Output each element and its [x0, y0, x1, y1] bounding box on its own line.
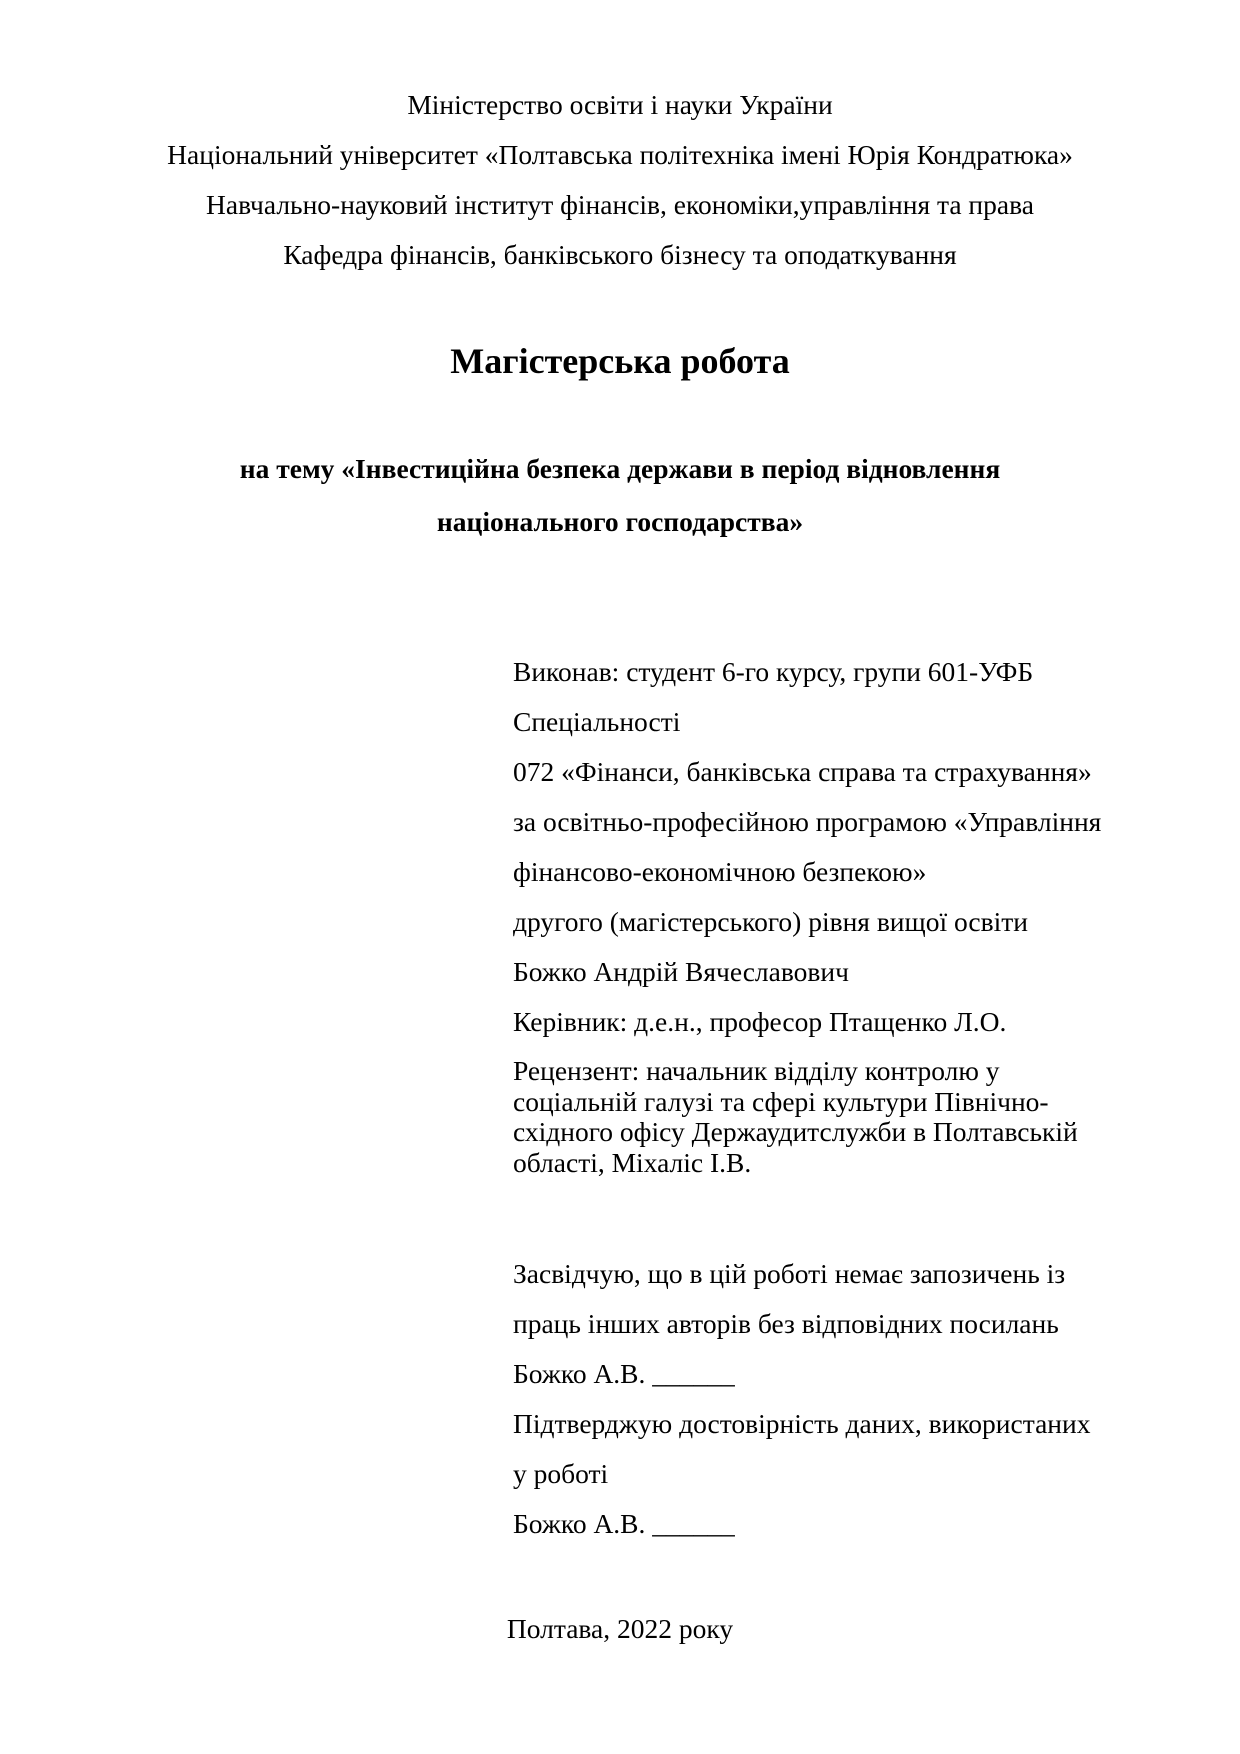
- data-confirmation-line-2: у роботі: [513, 1458, 609, 1489]
- supervisor: Керівник: д.е.н., професор Птащенко Л.О.: [513, 1006, 1007, 1037]
- education-level: другого (магістерського) рівня вищої освіти: [513, 906, 1028, 937]
- topic-line-1: на тему «Інвестиційна безпека держави в період відновлення: [239, 453, 1001, 484]
- university-name: Національний університет «Полтавська політехніка імені Юрія Кондратюка»: [167, 139, 1073, 170]
- reviewer-line: східного офісу Держаудитслужби в Полтавській: [513, 1116, 1078, 1147]
- signature-line-1: Божко А.В. ______: [513, 1358, 735, 1389]
- originality-statement-line-2: праць інших авторів без відповідних посилань: [513, 1308, 1059, 1339]
- data-confirmation-line-1: Підтверджую достовірність даних, використаних: [513, 1408, 1091, 1439]
- reviewer-line: соціальній галузі та сфері культури Північно-: [513, 1085, 1049, 1117]
- student-name: Божко Андрій Вячеславович: [513, 956, 849, 987]
- performed-by: Виконав: студент 6-го курсу, групи 601-УФБ: [513, 656, 1034, 687]
- reviewer-line: Рецензент: начальник відділу контролю у: [513, 1055, 1000, 1086]
- signature-line-2: Божко А.В. ______: [513, 1508, 735, 1539]
- reviewer-block: [513, 1056, 1153, 1178]
- specialty-label: Спеціальності: [513, 706, 681, 737]
- topic-line-2: національного господарства»: [436, 506, 804, 537]
- ministry-name: Міністерство освіти і науки України: [407, 89, 833, 120]
- program-line-2: фінансово-економічною безпекою»: [513, 856, 927, 887]
- program-line-1: за освітньо-професійною програмою «Управління: [513, 806, 1102, 837]
- specialty: 072 «Фінанси, банківська справа та страхування»: [513, 756, 1092, 787]
- reviewer-line: області, Міхаліс І.В.: [513, 1146, 752, 1178]
- originality-statement-line-1: Засвідчую, що в цій роботі немає запозичень із: [513, 1258, 1066, 1289]
- institute-name: Навчально-науковий інститут фінансів, економіки,управління та права: [206, 189, 1034, 220]
- city-year: Полтава, 2022 року: [506, 1613, 734, 1644]
- document-title: Магістерська робота: [450, 341, 790, 381]
- department-name: Кафедра фінансів, банківського бізнесу та оподаткування: [283, 239, 957, 270]
